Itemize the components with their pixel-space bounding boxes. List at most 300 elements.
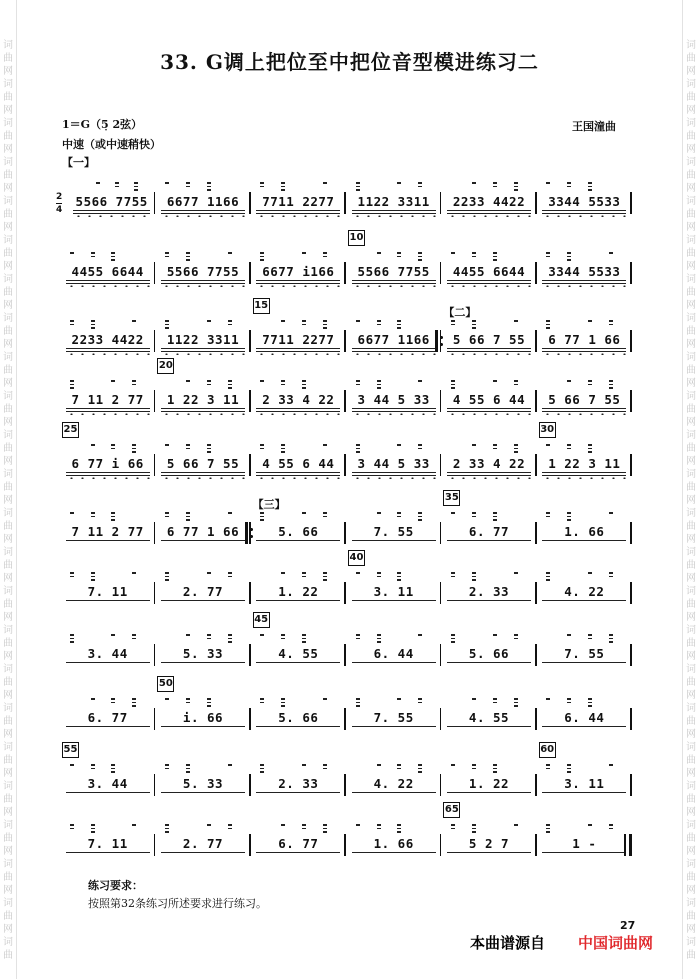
beam-line-secondary [542, 351, 626, 352]
watermark-glyph: 曲 [3, 872, 13, 883]
fingering-marks [346, 318, 441, 330]
measure [155, 250, 250, 286]
requirements-text: 按照第32条练习所述要求进行练习。 [88, 897, 267, 910]
measure [251, 250, 346, 286]
beam-line [352, 540, 436, 541]
measure-notes: 4 55 6 44 [262, 456, 335, 471]
measure [346, 180, 441, 216]
fingering-marks [155, 632, 250, 644]
watermark-glyph: 网 [686, 495, 696, 506]
fingering-marks [60, 570, 155, 582]
beam-line-secondary [73, 213, 150, 214]
octave-dots [256, 215, 340, 217]
repeat-dots [250, 526, 253, 540]
watermark-glyph: 词 [3, 898, 13, 909]
fingering-marks [346, 696, 441, 708]
fingering-marks [537, 696, 632, 708]
watermark-glyph: 网 [686, 729, 696, 740]
fingering-marks [441, 822, 536, 834]
watermark-glyph: 词 [3, 352, 13, 363]
beam-line [352, 792, 436, 793]
measure-notes: 4. 22 [373, 776, 414, 791]
measure [251, 442, 346, 478]
fingering-marks [441, 632, 536, 644]
fingering-marks [251, 570, 346, 582]
watermark-glyph: 曲 [686, 248, 696, 259]
measure-notes: 5566 7755 [166, 264, 240, 279]
beam-line-secondary [542, 213, 626, 214]
beam-line-secondary [542, 475, 626, 476]
measure-notes: 6. 77 [278, 836, 319, 851]
watermark-glyph: 词 [686, 937, 696, 948]
watermark-glyph: 词 [686, 274, 696, 285]
measure [441, 822, 536, 858]
beam-line-secondary [66, 411, 150, 412]
watermark-glyph: 词 [3, 586, 13, 597]
watermark-glyph: 曲 [686, 638, 696, 649]
measure [155, 510, 250, 546]
beam-line [256, 280, 340, 281]
measure [155, 632, 250, 668]
measure-notes: 5 66 7 55 [548, 392, 621, 407]
fingering-marks [346, 632, 441, 644]
fingering-marks [537, 822, 632, 834]
beam-line-secondary [447, 351, 531, 352]
barline [630, 708, 632, 730]
beam-line [66, 348, 150, 349]
watermark-glyph: 词 [686, 508, 696, 519]
watermark-glyph: 网 [3, 651, 13, 662]
rehearsal-mark: 50 [157, 676, 174, 692]
fingering-marks [346, 762, 441, 774]
measure-notes: 6. 44 [564, 710, 605, 725]
measure [251, 180, 346, 216]
beam-line [447, 852, 531, 853]
repeat-bar [435, 330, 438, 352]
measure-notes: 4455 6644 [452, 264, 526, 279]
measure [155, 762, 250, 798]
left-watermark-strip [0, 0, 17, 979]
staff-system [60, 678, 632, 732]
time-signature-top: 2 [56, 192, 63, 202]
watermark-glyph: 网 [686, 924, 696, 935]
octave-dots [542, 413, 626, 415]
octave-dots [447, 215, 531, 217]
measure [155, 378, 250, 414]
measure-notes: 3. 44 [87, 646, 128, 661]
rehearsal-mark: 60 [539, 742, 556, 758]
octave-dots [352, 477, 436, 479]
watermark-glyph: 曲 [686, 287, 696, 298]
barline [630, 390, 632, 412]
watermark-glyph: 曲 [686, 92, 696, 103]
measure-notes: 3 44 5 33 [357, 456, 430, 471]
beam-line [66, 540, 150, 541]
staff-system [56, 180, 632, 216]
measure-notes: 3. 11 [564, 776, 605, 791]
fingering-marks [155, 510, 250, 522]
beam-line [161, 852, 245, 853]
fingering-marks [155, 180, 250, 192]
watermark-glyph: 词 [686, 430, 696, 441]
measure-notes: 2. 77 [182, 584, 224, 599]
watermark-glyph: 曲 [3, 755, 13, 766]
measure [441, 762, 536, 798]
watermark-glyph: 网 [3, 300, 13, 311]
watermark-glyph: 网 [3, 417, 13, 428]
watermark-glyph: 网 [686, 261, 696, 272]
measure [346, 822, 441, 858]
watermark-glyph: 曲 [3, 482, 13, 493]
watermark-glyph: 曲 [3, 833, 13, 844]
beam-line [352, 852, 436, 853]
watermark-glyph: 网 [3, 261, 13, 272]
beam-line-secondary [447, 213, 531, 214]
watermark-glyph: 网 [3, 573, 13, 584]
watermark-glyph: 词 [3, 703, 13, 714]
fingering-marks [346, 442, 441, 454]
rehearsal-mark: 55 [62, 742, 79, 758]
measure-notes: 5. 66 [278, 710, 319, 725]
watermark-glyph: 网 [3, 807, 13, 818]
watermark-glyph: 曲 [3, 326, 13, 337]
barline [630, 774, 632, 796]
fingering-marks [155, 696, 250, 708]
watermark-glyph: 词 [3, 79, 13, 90]
fingering-marks [346, 570, 441, 582]
measure [441, 442, 536, 478]
measure-notes: 5 66 7 55 [166, 456, 240, 471]
rehearsal-mark: 10 [348, 230, 365, 246]
fingering-marks [68, 180, 155, 192]
watermark-glyph: 网 [3, 144, 13, 155]
watermark-glyph: 网 [3, 690, 13, 701]
measure-notes: 5. 33 [182, 646, 224, 661]
measure [251, 696, 346, 732]
octave-dots [66, 413, 150, 415]
watermark-glyph: 词 [686, 469, 696, 480]
measure-notes: 2. 33 [468, 584, 510, 599]
watermark-glyph: 曲 [3, 92, 13, 103]
staff-system [60, 360, 632, 414]
measure [441, 632, 536, 668]
fingering-marks [441, 510, 536, 522]
watermark-glyph: 曲 [3, 599, 13, 610]
beam-line [161, 540, 245, 541]
measure [346, 318, 441, 354]
watermark-glyph: 曲 [686, 53, 696, 64]
composer: 王国潼曲 [572, 120, 616, 133]
rehearsal-mark: 45 [253, 612, 270, 628]
barline [630, 192, 632, 214]
measure [251, 632, 346, 668]
section-marker-1: 【一】 [62, 156, 95, 169]
measure-notes: 1. 22 [278, 584, 319, 599]
measure [537, 250, 632, 286]
beam-line-secondary [66, 283, 150, 284]
measure-notes: 1 - [572, 836, 597, 851]
beam-line [542, 852, 626, 853]
barline [630, 262, 632, 284]
beam-line [161, 210, 245, 211]
watermark-glyph: 词 [3, 742, 13, 753]
octave-dots [447, 353, 531, 355]
octave-dots [542, 477, 626, 479]
octave-dots [447, 477, 531, 479]
watermark-glyph: 词 [686, 235, 696, 246]
time-signature-bottom: 4 [56, 205, 63, 215]
measure [346, 510, 441, 546]
section-marker-2: 【二】 [443, 306, 477, 319]
watermark-glyph: 曲 [686, 443, 696, 454]
watermark-glyph: 词 [686, 703, 696, 714]
watermark-glyph: 网 [686, 105, 696, 116]
measure [60, 822, 155, 858]
beam-line [542, 600, 626, 601]
beam-line [542, 726, 626, 727]
measure-notes: 1 22 3 11 [166, 392, 240, 407]
measure [60, 250, 155, 286]
watermark-glyph: 曲 [3, 248, 13, 259]
beam-line [447, 280, 531, 281]
watermark-glyph: 曲 [3, 443, 13, 454]
measure-notes: i. 66 [182, 710, 224, 725]
measure [155, 696, 250, 732]
measure [155, 442, 250, 478]
page-number: 27 [620, 919, 636, 932]
watermark-glyph: 网 [3, 495, 13, 506]
measure [251, 510, 346, 546]
measure-notes: 7711 2277 [262, 194, 335, 209]
watermark-glyph: 词 [686, 547, 696, 558]
octave-dots [542, 215, 626, 217]
watermark-glyph: 曲 [3, 911, 13, 922]
measure [537, 822, 632, 858]
watermark-glyph: 网 [3, 378, 13, 389]
beam-line-secondary [256, 283, 340, 284]
beam-line [542, 210, 626, 211]
footer-source: 本曲谱源自 [470, 934, 546, 952]
octave-dots [352, 285, 436, 287]
fingering-marks [155, 762, 250, 774]
watermark-glyph: 网 [686, 534, 696, 545]
fingering-marks [251, 632, 346, 644]
beam-line-secondary [161, 213, 245, 214]
fingering-marks [441, 570, 536, 582]
fingering-marks [537, 632, 632, 644]
watermark-glyph: 曲 [3, 170, 13, 181]
measure-notes: 6677 1166 [357, 332, 430, 347]
beam-line-secondary [352, 475, 436, 476]
measure-notes: 4. 55 [278, 646, 319, 661]
measure-notes: 7. 55 [564, 646, 605, 661]
barline [630, 330, 632, 352]
staff-system [60, 744, 632, 798]
measure-notes: 6. 77 [87, 710, 128, 725]
beam-line [352, 600, 436, 601]
fingering-marks [537, 570, 632, 582]
watermark-glyph: 网 [686, 66, 696, 77]
watermark-glyph: 网 [686, 378, 696, 389]
measure-notes: 2233 4422 [71, 332, 144, 347]
beam-line [352, 210, 436, 211]
fingering-marks [441, 250, 536, 262]
watermark-glyph: 网 [686, 651, 696, 662]
beam-line [256, 210, 340, 211]
beam-line-secondary [66, 475, 150, 476]
staff-system [60, 614, 632, 668]
watermark-glyph: 曲 [686, 404, 696, 415]
beam-line [542, 792, 626, 793]
measure [537, 510, 632, 546]
watermark-glyph: 曲 [3, 521, 13, 532]
watermark-glyph: 词 [686, 742, 696, 753]
staff-system [60, 492, 632, 546]
watermark-glyph: 网 [3, 768, 13, 779]
beam-line [161, 662, 245, 663]
measure [155, 318, 250, 354]
watermark-glyph: 曲 [686, 326, 696, 337]
beam-line [256, 540, 340, 541]
watermark-glyph: 曲 [3, 404, 13, 415]
rehearsal-mark: 35 [443, 490, 460, 506]
beam-line [542, 472, 626, 473]
beam-line [256, 600, 340, 601]
octave-dots [352, 413, 436, 415]
beam-line [352, 662, 436, 663]
watermark-glyph: 曲 [3, 677, 13, 688]
fingering-marks [60, 632, 155, 644]
measure [60, 378, 155, 414]
fingering-marks [155, 378, 250, 390]
watermark-glyph: 曲 [686, 677, 696, 688]
rehearsal-mark: 40 [348, 550, 365, 566]
requirements-title: 练习要求： [88, 879, 143, 892]
measure [537, 180, 632, 216]
watermark-glyph: 网 [686, 456, 696, 467]
fingering-marks [60, 442, 155, 454]
watermark-glyph: 词 [3, 508, 13, 519]
watermark-glyph: 曲 [3, 131, 13, 142]
beam-line [352, 408, 436, 409]
measure-notes: 5. 33 [182, 776, 224, 791]
fingering-marks [251, 318, 346, 330]
watermark-glyph: 词 [686, 391, 696, 402]
fingering-marks [537, 318, 632, 330]
fingering-marks [537, 180, 632, 192]
barline [630, 454, 632, 476]
beam-line [66, 280, 150, 281]
fingering-marks [441, 696, 536, 708]
watermark-glyph: 网 [686, 339, 696, 350]
beam-line [161, 472, 245, 473]
beam-line [352, 472, 436, 473]
fingering-marks [251, 762, 346, 774]
measure [155, 570, 250, 606]
measure-notes: 4. 55 [468, 710, 510, 725]
octave-dots [447, 413, 531, 415]
measure-notes: 5566 7755 [357, 264, 430, 279]
beam-line [66, 472, 150, 473]
watermark-glyph: 曲 [686, 131, 696, 142]
fingering-marks [537, 442, 632, 454]
page-title: 33. G调上把位至中把位音型模进练习二 [160, 50, 539, 74]
fingering-marks [251, 442, 346, 454]
measure-notes: 7711 2277 [262, 332, 335, 347]
measure [60, 696, 155, 732]
measure [251, 378, 346, 414]
rehearsal-mark: 15 [253, 298, 270, 314]
measure-notes: 6 77 1 66 [548, 332, 621, 347]
fingering-marks [60, 250, 155, 262]
watermark-glyph: 网 [3, 222, 13, 233]
measure-notes: 5 66 7 55 [452, 332, 526, 347]
measure [60, 442, 155, 478]
measure [346, 632, 441, 668]
time-signature [56, 192, 62, 215]
watermark-glyph: 词 [686, 898, 696, 909]
beam-line-secondary [256, 411, 340, 412]
watermark-glyph: 词 [686, 781, 696, 792]
measure-notes: 2 33 4 22 [262, 392, 335, 407]
measure-notes: 7. 11 [87, 584, 128, 599]
beam-line-secondary [447, 411, 531, 412]
rehearsal-mark: 25 [62, 422, 79, 438]
beam-line [256, 726, 340, 727]
watermark-glyph: 网 [686, 885, 696, 896]
measure [60, 510, 155, 546]
beam-line [352, 726, 436, 727]
measure-notes: 4. 22 [564, 584, 605, 599]
octave-dots [542, 353, 626, 355]
fingering-marks [441, 442, 536, 454]
beam-line-secondary [161, 351, 245, 352]
watermark-glyph: 网 [3, 339, 13, 350]
beam-line [256, 792, 340, 793]
measure [441, 180, 536, 216]
measure [441, 250, 536, 286]
measure [155, 822, 250, 858]
watermark-glyph: 曲 [686, 794, 696, 805]
footer-site[interactable]: 中国词曲网 [578, 934, 654, 952]
watermark-glyph: 网 [686, 807, 696, 818]
octave-dots [352, 353, 436, 355]
measure-notes: 1. 66 [373, 836, 414, 851]
fingering-marks [155, 442, 250, 454]
watermark-glyph: 词 [3, 469, 13, 480]
fingering-marks [537, 378, 632, 390]
beam-line [73, 210, 150, 211]
watermark-glyph: 曲 [3, 53, 13, 64]
beam-line [66, 600, 150, 601]
measure [346, 762, 441, 798]
octave-dots [66, 477, 150, 479]
fingering-marks [155, 570, 250, 582]
measure-notes: 1 22 3 11 [548, 456, 621, 471]
measure-notes: 6677 1166 [166, 194, 240, 209]
watermark-glyph: 网 [686, 612, 696, 623]
watermark-glyph: 网 [686, 222, 696, 233]
watermark-glyph: 词 [3, 430, 13, 441]
measure [346, 696, 441, 732]
beam-line-secondary [447, 283, 531, 284]
measure [155, 180, 250, 216]
beam-line-secondary [352, 351, 436, 352]
measure [346, 250, 441, 286]
watermark-glyph: 词 [686, 313, 696, 324]
measure [68, 180, 155, 216]
measure [537, 378, 632, 414]
